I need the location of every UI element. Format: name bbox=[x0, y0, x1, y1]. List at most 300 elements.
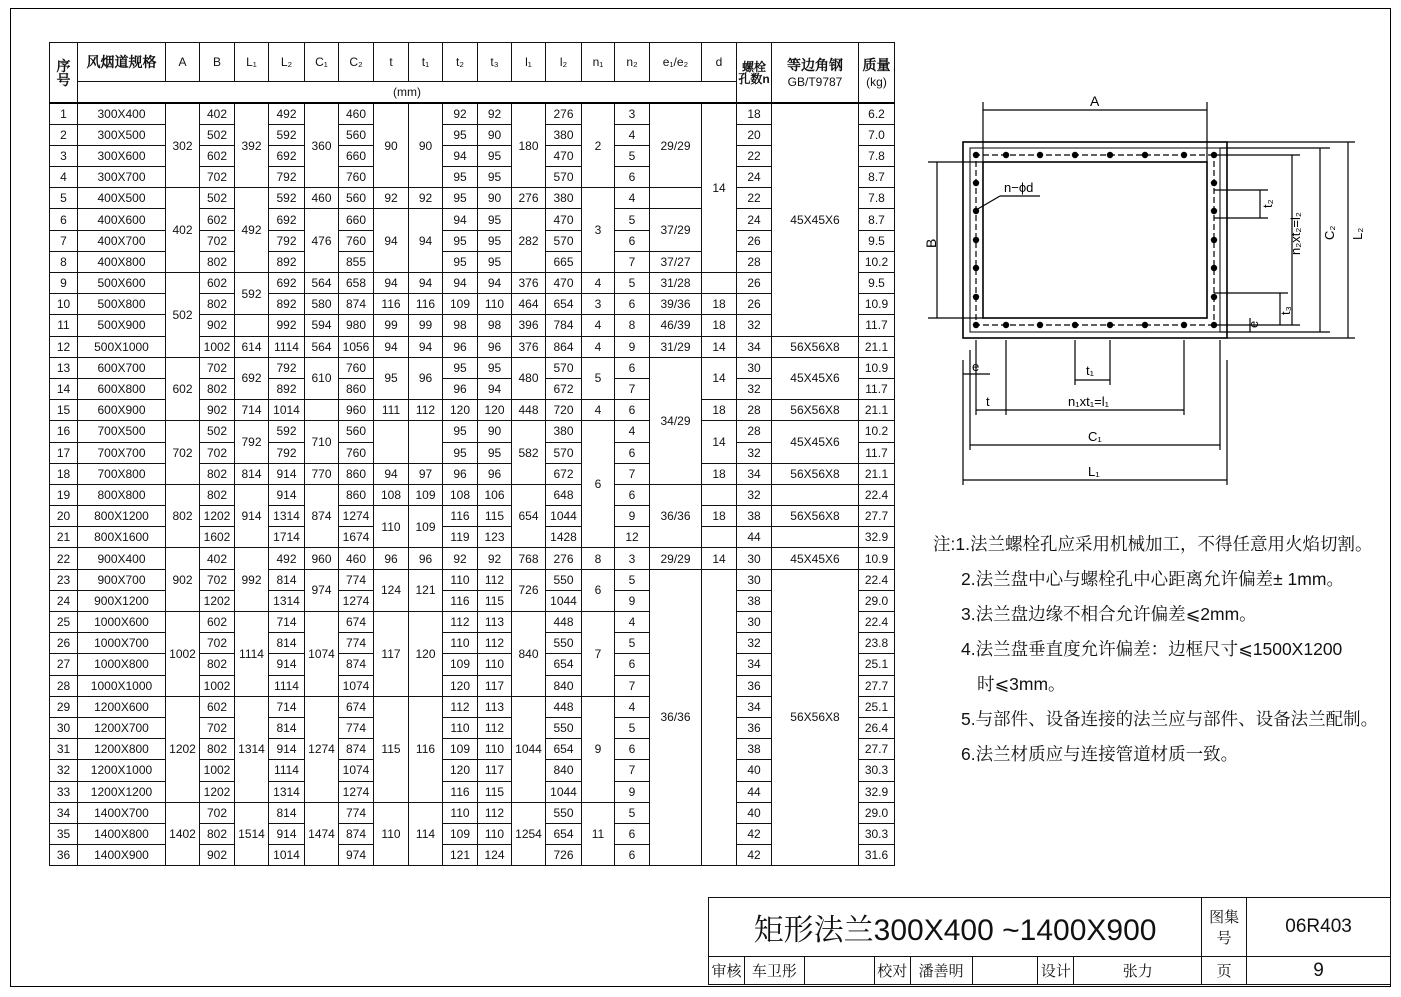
table-cell: 570 bbox=[546, 442, 582, 463]
table-cell: 109 bbox=[443, 654, 478, 675]
dim-n2t2: n₂xt₂=l₂ bbox=[1288, 212, 1303, 255]
table-cell: 106 bbox=[478, 484, 512, 505]
table-cell: 602 bbox=[200, 209, 235, 230]
table-cell: 5 bbox=[615, 273, 650, 294]
table-cell: 592 bbox=[235, 273, 269, 315]
table-cell: 32.9 bbox=[859, 527, 895, 548]
table-row bbox=[50, 484, 895, 505]
col-d: d bbox=[702, 43, 737, 82]
table-cell: 500X1000 bbox=[78, 336, 166, 357]
table-cell: 1000X800 bbox=[78, 654, 166, 675]
table-cell: 560 bbox=[339, 124, 374, 145]
table-cell: 110 bbox=[478, 739, 512, 760]
table-cell: 276 bbox=[512, 188, 546, 209]
table-cell: 112 bbox=[443, 612, 478, 633]
table-cell: 30.3 bbox=[859, 760, 895, 781]
table-cell: 38 bbox=[737, 590, 772, 611]
table-cell: 470 bbox=[546, 145, 582, 166]
table-cell: 2 bbox=[50, 124, 78, 145]
table-cell: 95 bbox=[443, 442, 478, 463]
title-block bbox=[708, 897, 1391, 985]
table-cell: 570 bbox=[546, 167, 582, 188]
table-cell: 1002 bbox=[200, 336, 235, 357]
table-cell: 11 bbox=[50, 315, 78, 336]
table-cell: 1274 bbox=[305, 696, 339, 802]
table-cell: 802 bbox=[200, 654, 235, 675]
table-cell: 32.9 bbox=[859, 781, 895, 802]
table-cell: 400X700 bbox=[78, 230, 166, 251]
table-cell: 109 bbox=[409, 484, 443, 505]
table-cell: 1202 bbox=[166, 696, 200, 802]
table-cell: 710 bbox=[305, 421, 339, 463]
bolt-hole bbox=[1211, 152, 1217, 158]
table-cell: 97 bbox=[409, 463, 443, 484]
table-cell: 692 bbox=[235, 357, 269, 399]
table-cell: 30 bbox=[737, 548, 772, 569]
table-cell: 15 bbox=[50, 400, 78, 421]
table-cell: 300X500 bbox=[78, 124, 166, 145]
table-cell: 45X45X6 bbox=[772, 548, 859, 569]
table-cell: 4 bbox=[582, 400, 615, 421]
table-cell: 32 bbox=[737, 378, 772, 399]
table-cell: 94 bbox=[409, 273, 443, 294]
table-cell: 124 bbox=[478, 845, 512, 866]
table-cell: 36/36 bbox=[650, 484, 702, 548]
col-mass bbox=[859, 43, 895, 104]
table-cell: 56X56X8 bbox=[772, 336, 859, 357]
table-cell: 6 bbox=[615, 442, 650, 463]
table-cell: 500X600 bbox=[78, 273, 166, 294]
table-cell: 470 bbox=[546, 209, 582, 230]
table-cell: 14 bbox=[50, 378, 78, 399]
table-cell: 6 bbox=[50, 209, 78, 230]
table-cell: 448 bbox=[546, 612, 582, 633]
table-cell: 550 bbox=[546, 633, 582, 654]
table-cell: 592 bbox=[269, 421, 305, 442]
table-cell: 376 bbox=[512, 336, 546, 357]
table-cell: 10.9 bbox=[859, 548, 895, 569]
col-B: B bbox=[200, 43, 235, 82]
table-cell: 700X500 bbox=[78, 421, 166, 442]
table-cell: 28 bbox=[737, 400, 772, 421]
table-cell: 9 bbox=[615, 590, 650, 611]
table-cell: 7.8 bbox=[859, 188, 895, 209]
table-cell: 7 bbox=[615, 378, 650, 399]
table-cell bbox=[235, 315, 269, 336]
table-cell: 112 bbox=[478, 717, 512, 738]
table-cell: 792 bbox=[235, 421, 269, 463]
table-cell: 92 bbox=[374, 188, 409, 209]
table-cell: 900X1200 bbox=[78, 590, 166, 611]
col-t3: t₃ bbox=[478, 43, 512, 82]
table-cell: 602 bbox=[200, 145, 235, 166]
table-row bbox=[50, 696, 895, 717]
table-cell: 110 bbox=[443, 717, 478, 738]
table-cell: 802 bbox=[200, 294, 235, 315]
table-cell: 112 bbox=[478, 802, 512, 823]
table-cell: 702 bbox=[200, 442, 235, 463]
table-row bbox=[50, 273, 895, 294]
table-cell: 27.7 bbox=[859, 675, 895, 696]
bolt-hole bbox=[1107, 322, 1113, 328]
table-cell: 774 bbox=[339, 633, 374, 654]
table-cell: 8 bbox=[582, 548, 615, 569]
table-cell: 8.7 bbox=[859, 209, 895, 230]
table-cell: 6 bbox=[582, 569, 615, 611]
table-cell: 9 bbox=[582, 696, 615, 802]
table-cell: 110 bbox=[478, 823, 512, 844]
table-cell: 840 bbox=[546, 760, 582, 781]
table-cell: 792 bbox=[269, 357, 305, 378]
bolt-holes bbox=[973, 152, 1217, 328]
table-cell: 34 bbox=[50, 802, 78, 823]
table-cell: 814 bbox=[235, 463, 269, 484]
table-cell: 94 bbox=[374, 209, 409, 273]
table-cell: 7 bbox=[615, 760, 650, 781]
dim-t: t bbox=[986, 394, 990, 409]
table-cell: 8 bbox=[50, 251, 78, 272]
table-cell: 2 bbox=[582, 103, 615, 188]
table-cell: 56X56X8 bbox=[772, 506, 859, 527]
table-cell: 37/27 bbox=[650, 251, 702, 272]
table-cell: 21.1 bbox=[859, 400, 895, 421]
table-cell: 460 bbox=[339, 548, 374, 569]
table-cell: 96 bbox=[374, 548, 409, 569]
table-cell: 7 bbox=[50, 230, 78, 251]
dim-t1: t₁ bbox=[1086, 363, 1094, 378]
table-cell: 700X800 bbox=[78, 463, 166, 484]
table-cell: 35 bbox=[50, 823, 78, 844]
unit-row: (mm) bbox=[78, 82, 737, 104]
table-cell: 5 bbox=[615, 145, 650, 166]
col-n2: n₂ bbox=[615, 43, 650, 82]
table-cell: 23.8 bbox=[859, 633, 895, 654]
design-label: 设计 bbox=[1038, 957, 1074, 985]
table-cell: 94 bbox=[409, 336, 443, 357]
bolt-hole bbox=[1211, 208, 1217, 214]
table-cell: 117 bbox=[478, 760, 512, 781]
table-cell: 115 bbox=[478, 590, 512, 611]
table-cell: 302 bbox=[166, 103, 200, 188]
table-cell: 6 bbox=[615, 357, 650, 378]
table-cell: 30.3 bbox=[859, 823, 895, 844]
table-cell: 360 bbox=[305, 103, 339, 188]
table-cell: 802 bbox=[200, 484, 235, 505]
table-cell: 3 bbox=[582, 294, 615, 315]
table-cell: 5 bbox=[615, 209, 650, 230]
table-cell: 6 bbox=[615, 484, 650, 505]
table-cell: 32 bbox=[737, 633, 772, 654]
table-cell: 800X800 bbox=[78, 484, 166, 505]
table-cell: 20 bbox=[737, 124, 772, 145]
table-cell: 914 bbox=[269, 823, 305, 844]
table-cell: 6 bbox=[615, 654, 650, 675]
flange-diagram bbox=[920, 90, 1390, 490]
bolt-hole bbox=[1037, 322, 1043, 328]
table-cell: 720 bbox=[546, 400, 582, 421]
table-cell bbox=[305, 400, 339, 421]
table-cell: 116 bbox=[443, 590, 478, 611]
table-cell: 502 bbox=[200, 421, 235, 442]
table-cell: 29/29 bbox=[650, 548, 702, 569]
col-bolt: 螺栓孔数n bbox=[737, 43, 772, 104]
table-cell: 702 bbox=[200, 167, 235, 188]
table-cell: 1044 bbox=[546, 506, 582, 527]
dim-e: e bbox=[972, 359, 980, 374]
table-cell: 21.1 bbox=[859, 336, 895, 357]
table-cell: 34 bbox=[737, 336, 772, 357]
table-cell: 99 bbox=[409, 315, 443, 336]
table-cell: 22.4 bbox=[859, 612, 895, 633]
table-cell: 550 bbox=[546, 569, 582, 590]
bolt-hole bbox=[1181, 322, 1187, 328]
table-cell: 18 bbox=[50, 463, 78, 484]
table-cell: 18 bbox=[702, 315, 737, 336]
table-cell: 614 bbox=[235, 336, 269, 357]
table-cell: 114 bbox=[409, 802, 443, 866]
table-cell: 874 bbox=[339, 654, 374, 675]
table-row bbox=[50, 357, 895, 378]
table-cell: 6 bbox=[615, 400, 650, 421]
table-cell: 276 bbox=[546, 103, 582, 124]
bolt-hole bbox=[1072, 152, 1078, 158]
table-cell: 726 bbox=[512, 569, 546, 611]
table-cell: 1400X900 bbox=[78, 845, 166, 866]
table-cell: 36 bbox=[737, 675, 772, 696]
table-cell: 1514 bbox=[235, 802, 269, 866]
table-cell: 45X45X6 bbox=[772, 103, 859, 336]
table-cell: 874 bbox=[339, 294, 374, 315]
table-cell: 9.5 bbox=[859, 230, 895, 251]
table-cell: 860 bbox=[339, 378, 374, 399]
bolt-hole bbox=[973, 180, 979, 186]
table-cell: 770 bbox=[305, 463, 339, 484]
table-cell: 110 bbox=[443, 633, 478, 654]
table-cell: 95 bbox=[478, 357, 512, 378]
table-cell: 22 bbox=[50, 548, 78, 569]
bolt-hole bbox=[973, 322, 979, 328]
table-cell: 5 bbox=[615, 569, 650, 590]
table-cell: 108 bbox=[443, 484, 478, 505]
table-cell: 1114 bbox=[269, 675, 305, 696]
table-cell: 1200X700 bbox=[78, 717, 166, 738]
table-cell: 92 bbox=[478, 103, 512, 124]
label-nd: n−ϕd bbox=[1004, 180, 1034, 195]
table-cell: 117 bbox=[478, 675, 512, 696]
table-cell: 692 bbox=[269, 209, 305, 230]
col-t1: t₁ bbox=[409, 43, 443, 82]
table-cell: 92 bbox=[443, 103, 478, 124]
table-cell: 1314 bbox=[269, 506, 305, 527]
table-cell: 28 bbox=[737, 251, 772, 272]
dim-L2: L₂ bbox=[1350, 227, 1365, 240]
table-cell: 7.0 bbox=[859, 124, 895, 145]
table-cell: 610 bbox=[305, 357, 339, 399]
table-cell: 814 bbox=[269, 569, 305, 590]
table-cell: 109 bbox=[443, 823, 478, 844]
table-cell: 26 bbox=[737, 230, 772, 251]
table-row bbox=[50, 802, 895, 823]
table-cell: 29.0 bbox=[859, 802, 895, 823]
table-cell: 4 bbox=[582, 315, 615, 336]
table-cell: 4 bbox=[50, 167, 78, 188]
table-cell: 24 bbox=[737, 167, 772, 188]
note-1: 注:1.法兰螺栓孔应采用机械加工，不得任意用火焰切割。 bbox=[933, 534, 1373, 554]
table-cell: 115 bbox=[478, 506, 512, 527]
table-cell: 914 bbox=[269, 654, 305, 675]
table-cell: 110 bbox=[443, 802, 478, 823]
table-cell: 5 bbox=[615, 633, 650, 654]
table-cell: 600X900 bbox=[78, 400, 166, 421]
table-cell: 1014 bbox=[269, 845, 305, 866]
table-cell: 92 bbox=[443, 548, 478, 569]
bolt-hole bbox=[973, 265, 979, 271]
table-cell: 36 bbox=[737, 717, 772, 738]
table-cell: 34 bbox=[737, 654, 772, 675]
table-cell: 95 bbox=[478, 442, 512, 463]
table-cell bbox=[702, 527, 737, 548]
table-cell: 112 bbox=[478, 569, 512, 590]
table-cell: 5 bbox=[615, 802, 650, 823]
table-cell: 726 bbox=[546, 845, 582, 866]
col-l1: l₁ bbox=[512, 43, 546, 82]
table-cell: 10.2 bbox=[859, 251, 895, 272]
table-cell: 502 bbox=[166, 273, 200, 358]
table-cell: 660 bbox=[339, 145, 374, 166]
table-cell: 7 bbox=[582, 612, 615, 697]
table-cell: 121 bbox=[443, 845, 478, 866]
table-cell: 3 bbox=[582, 188, 615, 273]
table-cell: 874 bbox=[305, 484, 339, 548]
table-cell: 550 bbox=[546, 717, 582, 738]
col-C1: C₁ bbox=[305, 43, 339, 82]
table-cell: 502 bbox=[200, 188, 235, 209]
bolt-hole bbox=[973, 208, 979, 214]
col-spec: 风烟道规格 bbox=[78, 43, 166, 82]
table-cell: 582 bbox=[512, 421, 546, 485]
table-cell: 109 bbox=[409, 506, 443, 548]
table-cell: 33 bbox=[50, 781, 78, 802]
table-cell: 600X700 bbox=[78, 357, 166, 378]
table-cell: 26 bbox=[737, 273, 772, 294]
table-cell: 94 bbox=[478, 273, 512, 294]
table-cell: 6 bbox=[615, 739, 650, 760]
table-cell: 96 bbox=[409, 548, 443, 569]
table-cell: 25 bbox=[50, 612, 78, 633]
table-cell: 592 bbox=[269, 188, 305, 209]
table-cell: 18 bbox=[702, 294, 737, 315]
table-cell: 94 bbox=[374, 336, 409, 357]
table-cell bbox=[772, 484, 859, 505]
table-cell: 1314 bbox=[269, 590, 305, 611]
dim-A: A bbox=[1090, 93, 1100, 109]
table-cell: 19 bbox=[50, 484, 78, 505]
col-e: e₁/e₂ bbox=[650, 43, 702, 82]
table-cell: 95 bbox=[443, 188, 478, 209]
bolt-hole bbox=[1211, 180, 1217, 186]
table-cell: 95 bbox=[443, 251, 478, 272]
table-cell: 119 bbox=[443, 527, 478, 548]
table-cell: 660 bbox=[339, 209, 374, 230]
table-cell: 874 bbox=[339, 739, 374, 760]
table-cell: 10.9 bbox=[859, 294, 895, 315]
table-cell: 800X1200 bbox=[78, 506, 166, 527]
atlas-number: 06R403 bbox=[1247, 898, 1391, 957]
review-label: 审核 bbox=[709, 957, 745, 985]
bolt-hole bbox=[1211, 294, 1217, 300]
table-cell: 400X500 bbox=[78, 188, 166, 209]
bolt-hole bbox=[1037, 152, 1043, 158]
table-cell: 1202 bbox=[200, 781, 235, 802]
table-cell: 654 bbox=[546, 739, 582, 760]
table-cell: 814 bbox=[269, 633, 305, 654]
table-cell: 45X45X6 bbox=[772, 421, 859, 463]
table-cell: 24 bbox=[737, 209, 772, 230]
bolt-hole bbox=[973, 152, 979, 158]
table-cell: 1044 bbox=[512, 696, 546, 802]
table-cell: 6.2 bbox=[859, 103, 895, 124]
table-cell: 18 bbox=[702, 463, 737, 484]
bolt-hole bbox=[1181, 152, 1187, 158]
table-cell: 7.8 bbox=[859, 145, 895, 166]
table-cell: 32 bbox=[737, 442, 772, 463]
table-cell: 116 bbox=[443, 506, 478, 527]
col-n1: n₁ bbox=[582, 43, 615, 82]
col-mass-title: 质量 bbox=[862, 56, 891, 73]
table-cell: 110 bbox=[443, 569, 478, 590]
col-l2: l₂ bbox=[546, 43, 582, 82]
table-cell: 380 bbox=[546, 188, 582, 209]
table-cell: 760 bbox=[339, 230, 374, 251]
table-cell: 95 bbox=[443, 357, 478, 378]
table-cell: 113 bbox=[478, 696, 512, 717]
table-cell: 1202 bbox=[200, 590, 235, 611]
table-cell: 115 bbox=[478, 781, 512, 802]
note-6: 6.法兰材质应与连接管道材质一致。 bbox=[961, 744, 1239, 764]
table-cell: 840 bbox=[512, 612, 546, 697]
table-cell: 1002 bbox=[200, 760, 235, 781]
table-cell: 902 bbox=[166, 548, 200, 612]
table-cell: 550 bbox=[546, 802, 582, 823]
table-cell: 5 bbox=[582, 357, 615, 399]
table-cell: 90 bbox=[374, 103, 409, 188]
table-cell: 9 bbox=[50, 273, 78, 294]
table-cell: 22.4 bbox=[859, 484, 895, 505]
table-cell: 17 bbox=[50, 442, 78, 463]
designer: 张力 bbox=[1074, 957, 1202, 985]
table-cell: 94 bbox=[409, 209, 443, 273]
table-cell: 38 bbox=[737, 739, 772, 760]
table-cell: 40 bbox=[737, 760, 772, 781]
table-cell: 760 bbox=[339, 442, 374, 463]
table-cell: 1000X600 bbox=[78, 612, 166, 633]
table-cell: 914 bbox=[269, 739, 305, 760]
table-cell: 592 bbox=[269, 124, 305, 145]
table-cell: 792 bbox=[269, 167, 305, 188]
table-cell: 95 bbox=[443, 230, 478, 251]
table-cell: 124 bbox=[374, 569, 409, 611]
table-cell: 1 bbox=[50, 103, 78, 124]
table-cell: 113 bbox=[478, 612, 512, 633]
table-cell: 46/39 bbox=[650, 315, 702, 336]
table-cell: 29 bbox=[50, 696, 78, 717]
table-cell: 802 bbox=[200, 739, 235, 760]
table-cell: 1114 bbox=[269, 336, 305, 357]
table-cell: 674 bbox=[339, 612, 374, 633]
table-cell: 1714 bbox=[269, 527, 305, 548]
table-cell: 110 bbox=[478, 654, 512, 675]
table-cell: 570 bbox=[546, 230, 582, 251]
